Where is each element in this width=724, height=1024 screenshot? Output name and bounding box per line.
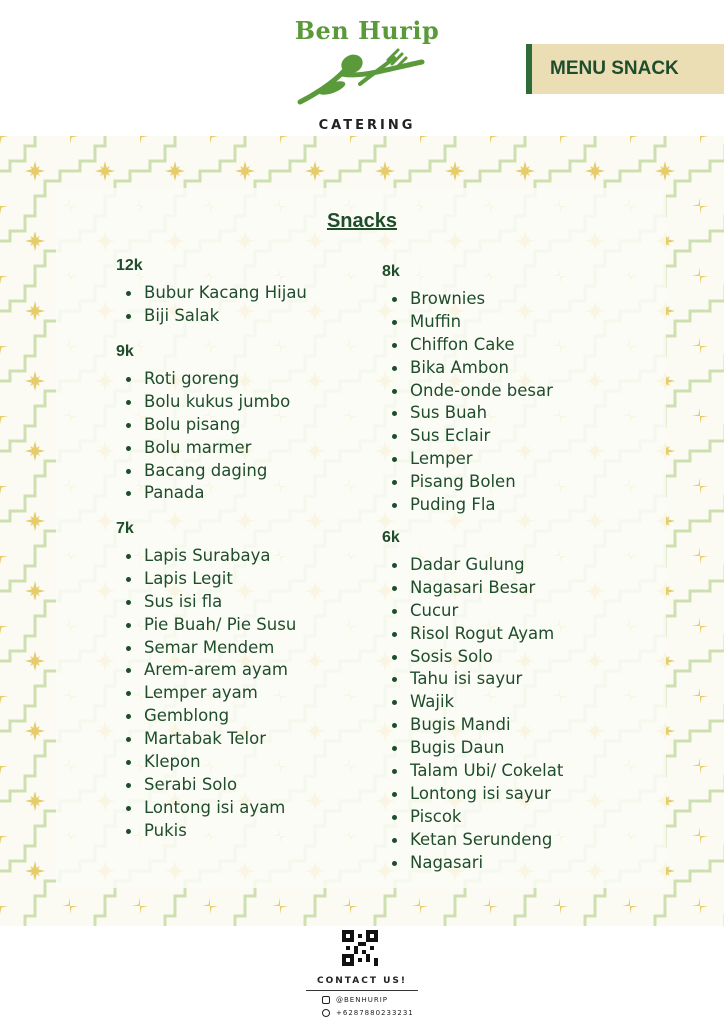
- instagram-icon: [322, 996, 330, 1004]
- menu-item: Pie Buah/ Pie Susu: [116, 614, 296, 637]
- contact-label: CONTACT US!: [317, 976, 407, 986]
- logo-title: Ben Hurip: [294, 16, 440, 45]
- menu-item: Puding Fla: [382, 494, 553, 517]
- logo: [292, 10, 442, 133]
- menu-item: Dadar Gulung: [382, 554, 563, 577]
- price-label: 8k: [382, 263, 400, 280]
- menu-item: Onde-onde besar: [382, 380, 553, 403]
- item-list: [116, 545, 296, 843]
- whatsapp-row[interactable]: [322, 1009, 414, 1017]
- price-group-12k: [116, 256, 307, 328]
- menu-item: Piscok: [382, 806, 563, 829]
- price-label: 9k: [116, 343, 134, 360]
- item-list: [116, 282, 307, 328]
- price-group-6k: [382, 528, 563, 874]
- menu-item: Lontong isi ayam: [116, 797, 296, 820]
- menu-item: Bugis Daun: [382, 737, 563, 760]
- menu-item: Chiffon Cake: [382, 334, 553, 357]
- menu-item: Lapis Surabaya: [116, 545, 296, 568]
- menu-item: Talam Ubi/ Cokelat: [382, 760, 563, 783]
- menu-item: Klepon: [116, 751, 296, 774]
- menu-item: Sus Eclair: [382, 425, 553, 448]
- menu-tag: [526, 44, 724, 94]
- menu-item: Roti goreng: [116, 368, 290, 391]
- instagram-handle: @BENHURIP: [336, 996, 388, 1004]
- menu-item: Arem-arem ayam: [116, 659, 296, 682]
- item-list: [382, 288, 553, 517]
- menu-item: Lemper ayam: [116, 682, 296, 705]
- menu-item: Cucur: [382, 600, 563, 623]
- menu-item: Panada: [116, 482, 290, 505]
- item-list: [116, 368, 290, 505]
- qr-code-icon[interactable]: [342, 930, 378, 966]
- menu-item: Nagasari: [382, 852, 563, 875]
- menu-item: Pisang Bolen: [382, 471, 553, 494]
- instagram-row[interactable]: [322, 996, 388, 1004]
- menu-item: Brownies: [382, 288, 553, 311]
- header: [0, 0, 724, 136]
- menu-item: Sus isi fla: [116, 591, 296, 614]
- menu-item: Bugis Mandi: [382, 714, 563, 737]
- whatsapp-number: +6287880233231: [336, 1009, 414, 1017]
- price-group-8k: [382, 262, 553, 517]
- menu-item: Gemblong: [116, 705, 296, 728]
- menu-item: Pukis: [116, 820, 296, 843]
- menu-item: Risol Rogut Ayam: [382, 623, 563, 646]
- item-list: [382, 554, 563, 874]
- menu-item: Wajik: [382, 691, 563, 714]
- section-title: Snacks: [326, 210, 398, 232]
- menu-item: Lemper: [382, 448, 553, 471]
- menu-item: Tahu isi sayur: [382, 668, 563, 691]
- menu-item: Sosis Solo: [382, 646, 563, 669]
- menu-item: Martabak Telor: [116, 728, 296, 751]
- menu-item: Muffin: [382, 311, 553, 334]
- menu-tag-label: MENU SNACK: [550, 58, 679, 79]
- menu-item: Bika Ambon: [382, 357, 553, 380]
- whatsapp-icon: [322, 1009, 330, 1017]
- menu-item: Ketan Serundeng: [382, 829, 563, 852]
- spoon-fork-icon: [292, 44, 442, 114]
- menu-item: Bubur Kacang Hijau: [116, 282, 307, 305]
- divider: [306, 990, 418, 991]
- price-group-7k: [116, 519, 296, 843]
- menu-item: Serabi Solo: [116, 774, 296, 797]
- price-label: 7k: [116, 520, 134, 537]
- menu-item: Nagasari Besar: [382, 577, 563, 600]
- menu-item: Bolu kukus jumbo: [116, 391, 290, 414]
- menu-item: Bolu marmer: [116, 437, 290, 460]
- logo-subtitle: CATERING: [318, 118, 416, 133]
- menu-item: Lontong isi sayur: [382, 783, 563, 806]
- menu-item: Biji Salak: [116, 305, 307, 328]
- price-label: 6k: [382, 529, 400, 546]
- menu-item: Lapis Legit: [116, 568, 296, 591]
- menu-item: Semar Mendem: [116, 637, 296, 660]
- menu-item: Sus Buah: [382, 402, 553, 425]
- menu-item: Bacang daging: [116, 460, 290, 483]
- price-label: 12k: [116, 257, 143, 274]
- menu-item: Bolu pisang: [116, 414, 290, 437]
- price-group-9k: [116, 342, 290, 505]
